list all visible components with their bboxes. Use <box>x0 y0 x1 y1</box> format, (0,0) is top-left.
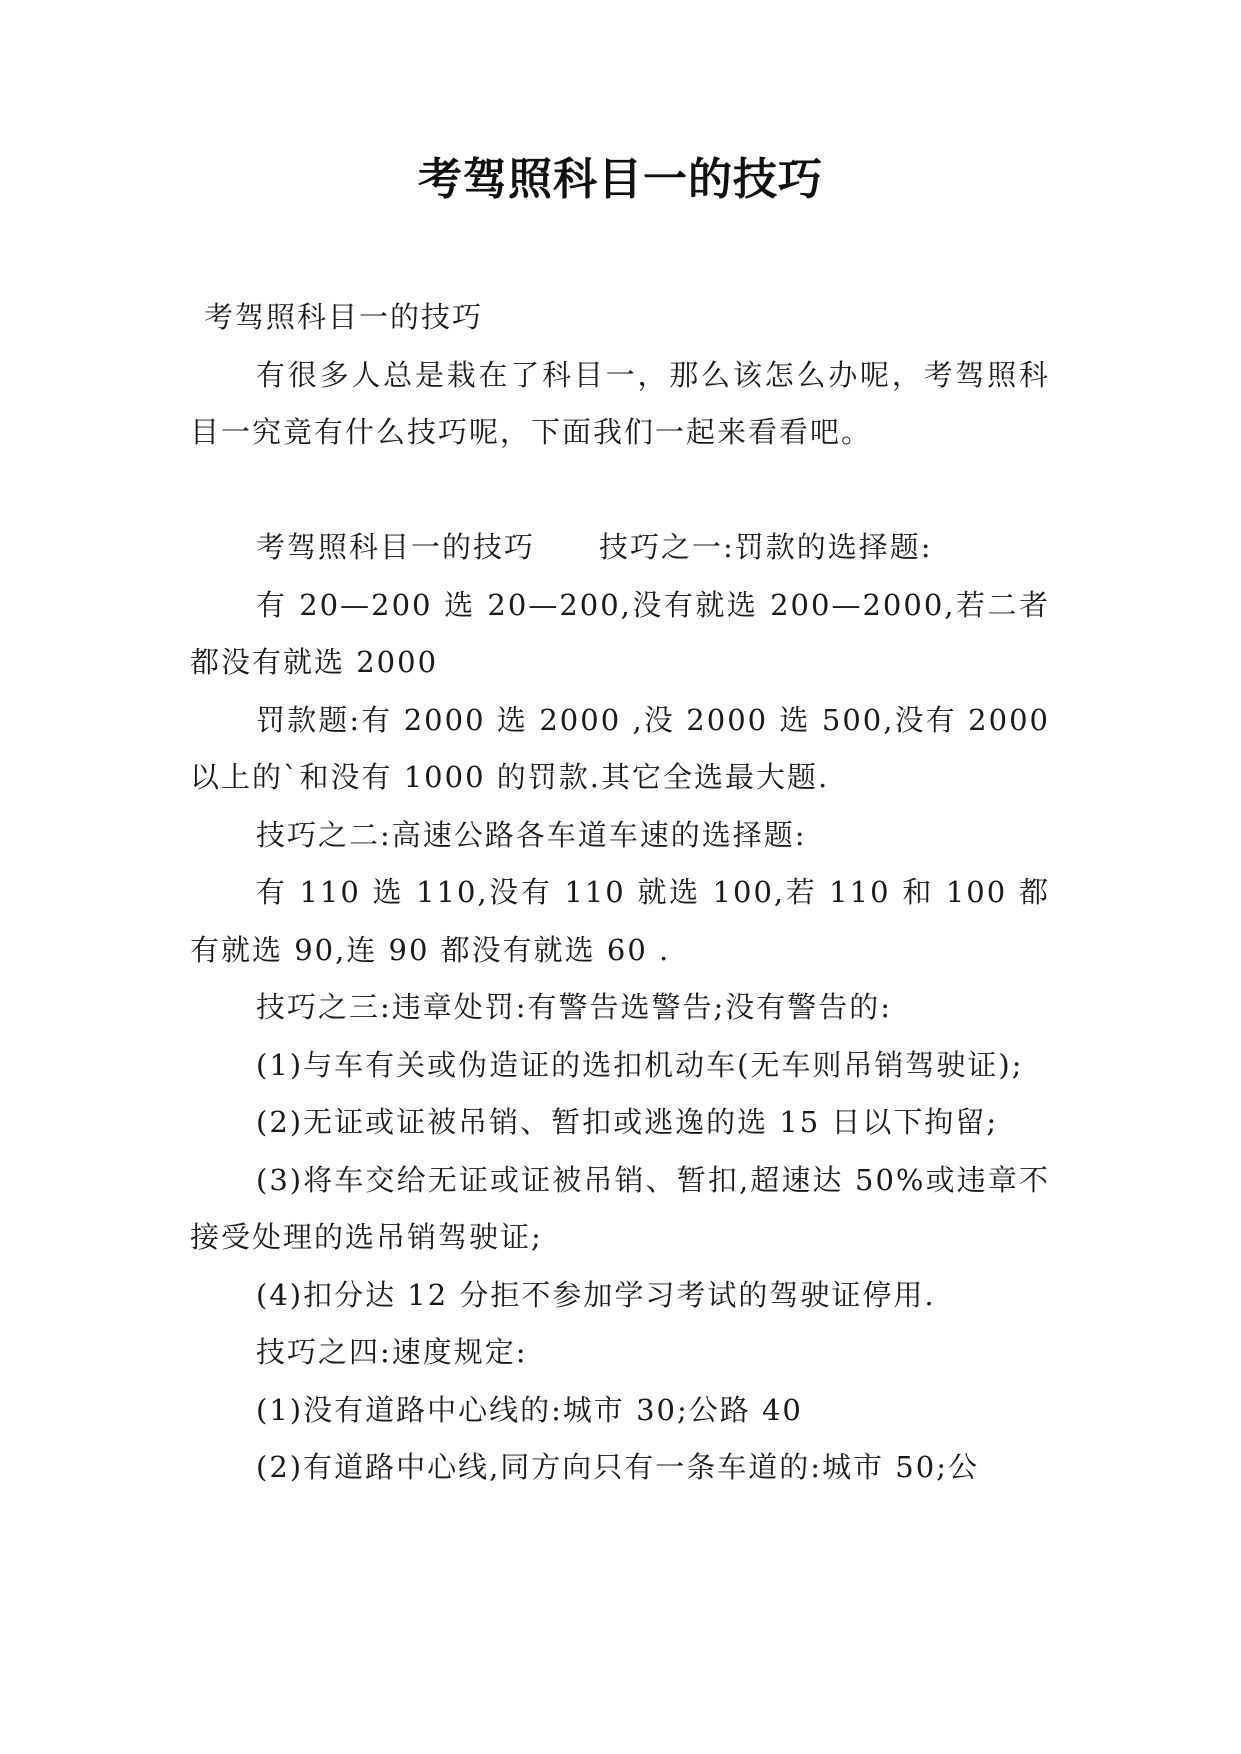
section-heading-right: 技巧之一:罚款的选择题: <box>599 530 933 564</box>
speed-rule-1: (1)没有道路中心线的:城市 30;公路 40 <box>256 1392 803 1427</box>
section-heading-left: 考驾照科目一的技巧 <box>256 530 536 564</box>
paragraph-intro: 有很多人总是栽在了科目一，那么该怎么办呢，考驾照科目一究竟有什么技巧呢，下面我们一起来看看吧。 <box>190 357 1050 449</box>
speed-rule-2: (2)有道路中心线,同方向只有一条车道的:城市 50;公 <box>256 1450 979 1484</box>
paragraph-tip-three: 技巧之三:违章处罚:有警告选警告;没有警告的: <box>256 990 893 1024</box>
paragraph-speed-choice: 有 110 选 110,没有 110 就选 100,若 110 和 100 都有就选 90,连 90 都没有就选 60 . <box>190 875 1050 967</box>
page-title: 考驾照科目一的技巧 <box>418 154 823 205</box>
paragraph-tip-two: 技巧之二:高速公路各车道车速的选择题: <box>256 817 807 852</box>
paragraph-fine-questions: 罚款题:有 2000 选 2000 ,没 2000 选 500,没有 2000 以上的`和没有 1000 的罚款.其它全选最大题. <box>190 702 1050 794</box>
subtitle: 考驾照科目一的技巧 <box>204 300 484 334</box>
blank-line <box>190 462 1050 520</box>
document-body <box>190 289 1050 1497</box>
list-item-1: (1)与车有关或伪造证的选扣机动车(无车则吊销驾驶证); <box>256 1047 1024 1082</box>
list-item-3: (3)将车交给无证或证被吊销、暂扣,超速达 50%或违章不接受处理的选吊销驾驶证; <box>190 1162 1050 1254</box>
list-item-2: (2)无证或证被吊销、暂扣或逃逸的选 15 日以下拘留; <box>256 1105 999 1139</box>
list-item-4: (4)扣分达 12 分拒不参加学习考试的驾驶证停用. <box>256 1277 936 1312</box>
paragraph-tip-four: 技巧之四:速度规定: <box>256 1335 528 1369</box>
section-heading <box>190 519 1050 577</box>
paragraph-fine-range: 有 20—200 选 20—200,没有就选 200—2000,若二者都没有就选 2000 <box>190 587 1050 679</box>
